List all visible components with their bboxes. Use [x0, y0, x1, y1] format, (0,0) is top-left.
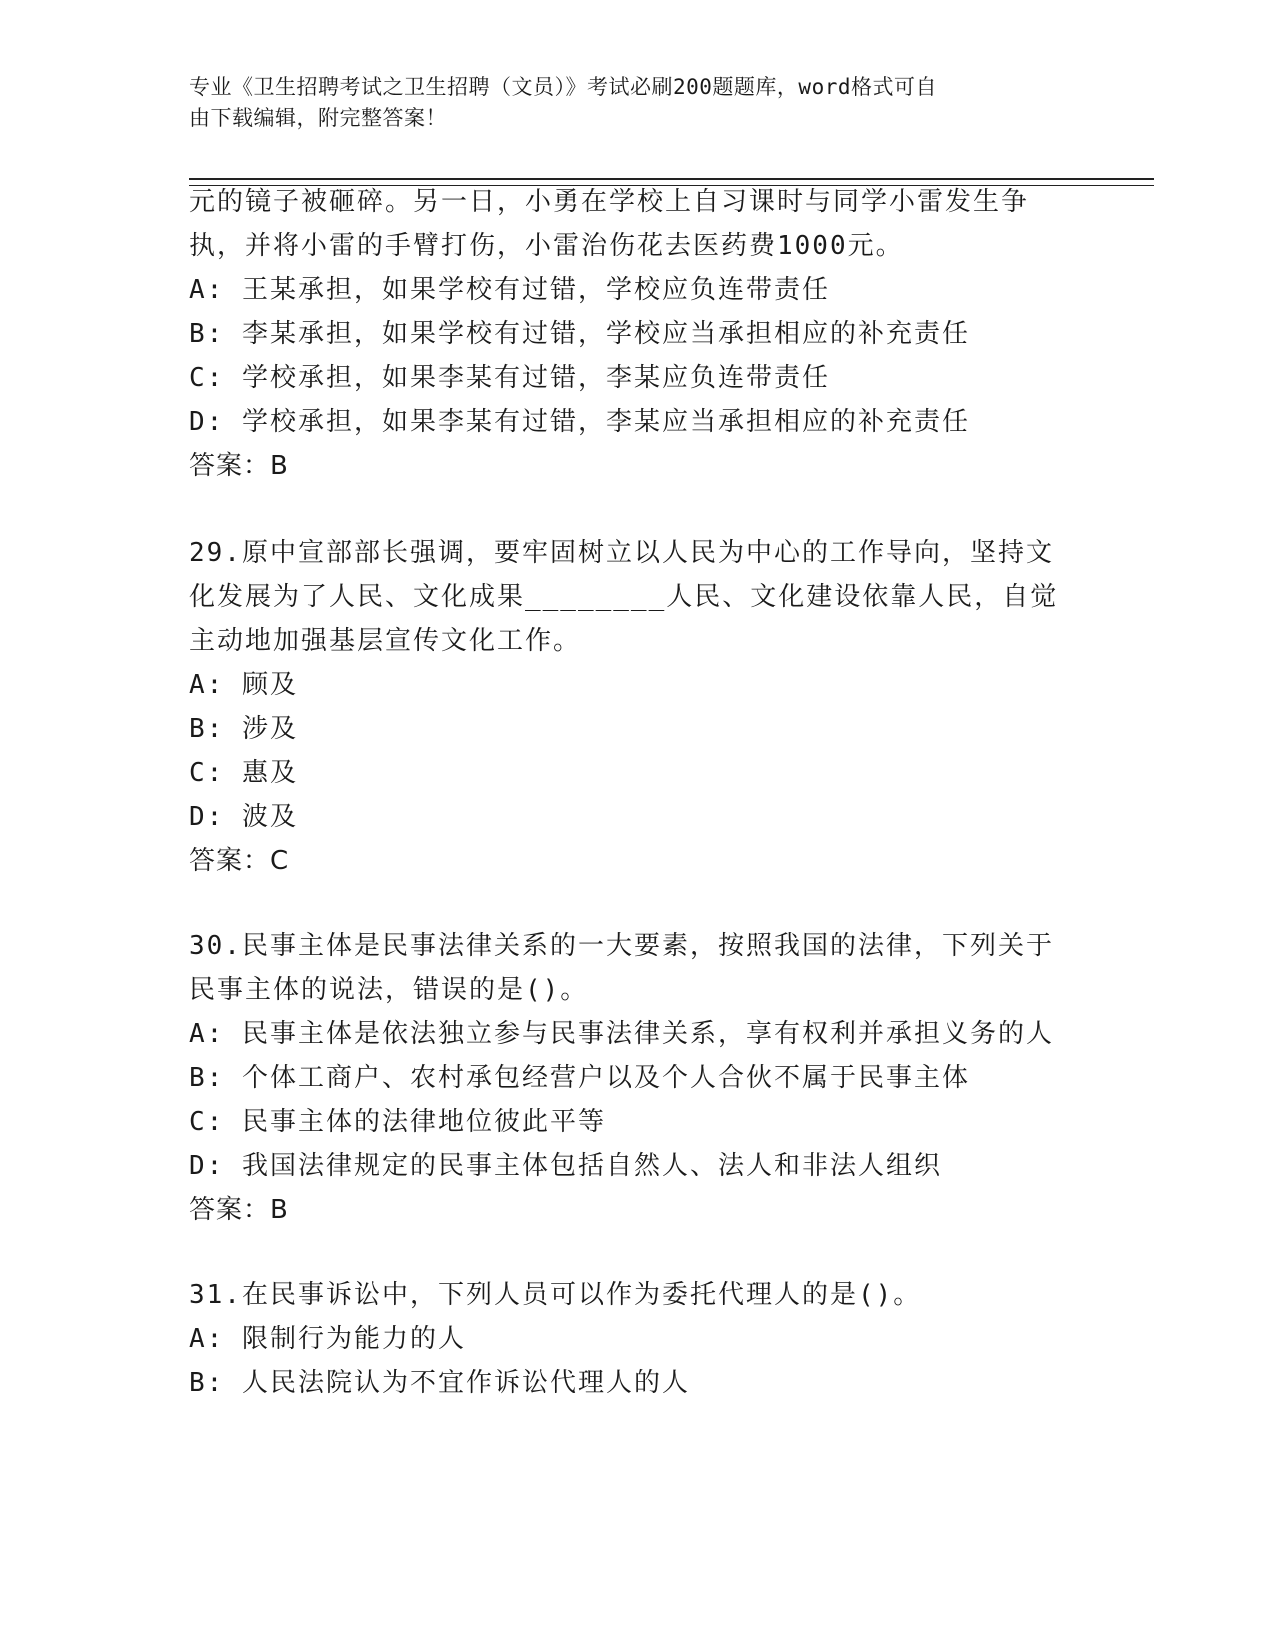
- question-30-option-c: C: 民事主体的法律地位彼此平等: [189, 1107, 606, 1137]
- header-title-line-1: 专业《卫生招聘考试之卫生招聘（文员）》考试必刷200题题库，word格式可自: [189, 75, 937, 99]
- question-31-text-line-1: 31.在民事诉讼中，下列人员可以作为委托代理人的是()。: [189, 1280, 922, 1310]
- question-29-text-line-1: 29.原中宣部部长强调，要牢固树立以人民为中心的工作导向，坚持文: [189, 538, 1054, 568]
- question-28-text-line-2: 执，并将小雷的手臂打伤，小雷治伤花去医药费1000元。: [189, 231, 904, 261]
- question-29-answer: 答案：C: [189, 846, 290, 876]
- header-title-line-2: 由下载编辑，附完整答案！: [189, 106, 447, 130]
- question-28-option-d: D: 学校承担，如果李某有过错，李某应当承担相应的补充责任: [189, 407, 970, 437]
- question-29-option-a: A: 顾及: [189, 670, 298, 700]
- question-30-answer: 答案：B: [189, 1195, 289, 1225]
- question-31-option-a: A: 限制行为能力的人: [189, 1324, 466, 1354]
- question-28-text-line-1: 元的镜子被砸碎。另一日，小勇在学校上自习课时与同学小雷发生争: [189, 187, 1030, 217]
- question-29-text-line-3: 主动地加强基层宣传文化工作。: [189, 626, 582, 656]
- question-30-option-a: A: 民事主体是依法独立参与民事法律关系，享有权利并承担义务的人: [189, 1019, 1054, 1049]
- question-30-text-line-1: 30.民事主体是民事法律关系的一大要素，按照我国的法律，下列关于: [189, 931, 1054, 961]
- question-29-text-line-2: 化发展为了人民、文化成果________人民、文化建设依靠人民，自觉: [189, 582, 1059, 612]
- question-30-option-b: B: 个体工商户、农村承包经营户以及个人合伙不属于民事主体: [189, 1063, 970, 1093]
- question-29-option-d: D: 波及: [189, 802, 298, 832]
- question-28-option-a: A: 王某承担，如果学校有过错，学校应负连带责任: [189, 275, 830, 305]
- question-30-text-line-2: 民事主体的说法，错误的是()。: [189, 975, 589, 1005]
- question-30-option-d: D: 我国法律规定的民事主体包括自然人、法人和非法人组织: [189, 1151, 942, 1181]
- document-header: [189, 72, 1089, 134]
- question-28-option-c: C: 学校承担，如果李某有过错，李某应负连带责任: [189, 363, 830, 393]
- question-29-option-b: B: 涉及: [189, 714, 298, 744]
- question-28-answer: 答案：B: [189, 451, 289, 481]
- question-31-option-b: B: 人民法院认为不宜作诉讼代理人的人: [189, 1368, 690, 1398]
- question-28-option-b: B: 李某承担，如果学校有过错，学校应当承担相应的补充责任: [189, 319, 970, 349]
- question-29-option-c: C: 惠及: [189, 758, 298, 788]
